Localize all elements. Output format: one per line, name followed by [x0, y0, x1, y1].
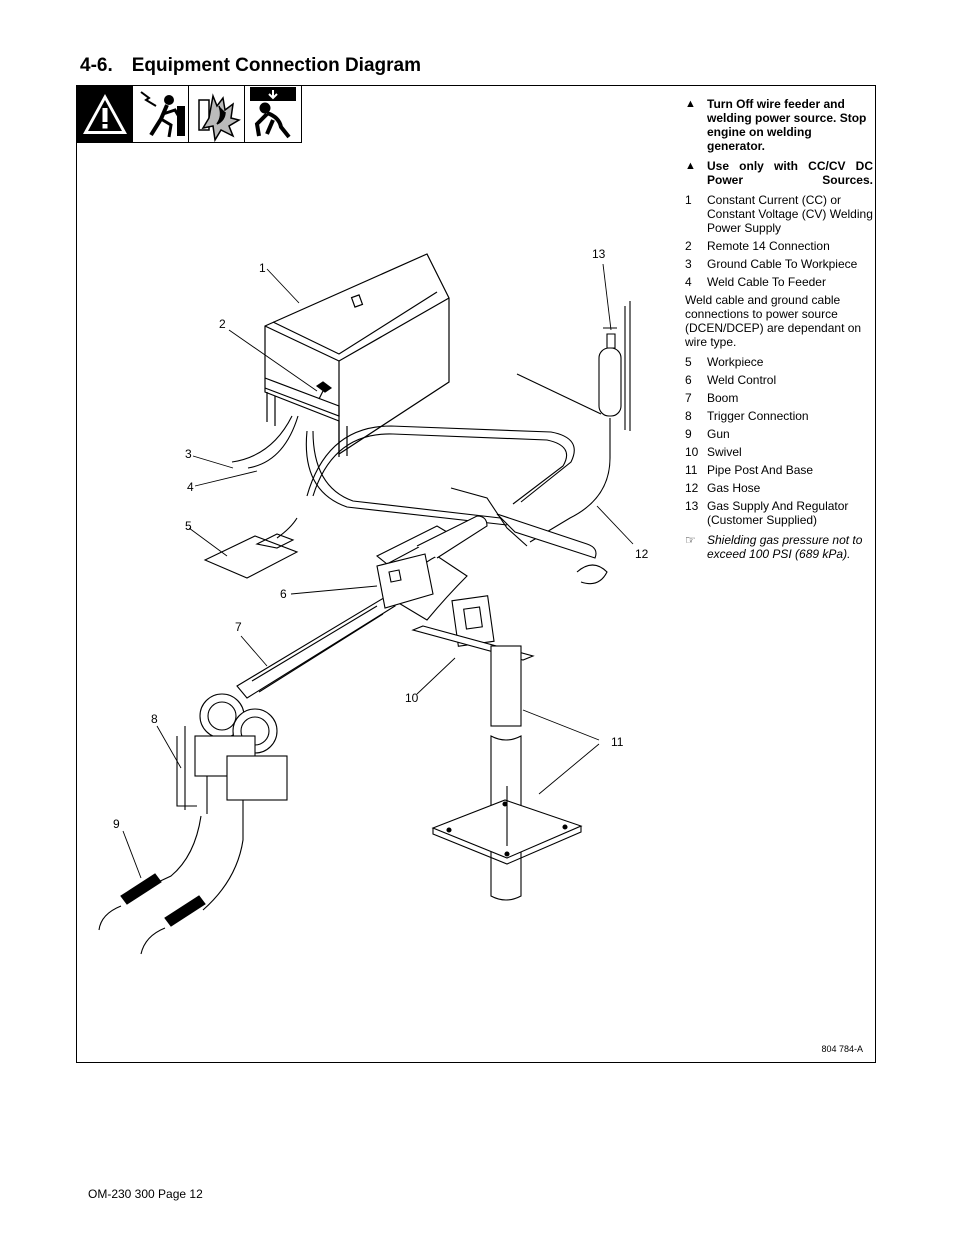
legend-item-8: 8 Trigger Connection	[685, 409, 809, 423]
legend-item-4: 4 Weld Cable To Feeder	[685, 275, 826, 289]
callout-12: 12	[635, 547, 649, 561]
legend-item-1: 1 Constant Current (CC) or Constant Voltage (CV) Welding Power Supply	[685, 193, 873, 235]
callout-7: 7	[235, 620, 242, 634]
cable-connection-note: Weld cable and ground cable connections to power source (DCEN/DCEP) are dependant on wire type.	[685, 293, 862, 349]
callout-10: 10	[405, 691, 419, 705]
callout-3: 3	[185, 447, 192, 461]
section-title: 4-6. Equipment Connection Diagram	[80, 55, 421, 76]
diagram-frame	[76, 85, 876, 1063]
legend-item-10: 10 Swivel	[685, 445, 742, 459]
legend-item-2: 2 Remote 14 Connection	[685, 239, 830, 253]
legend-item-9: 9 Gun	[685, 427, 730, 441]
callout-4: 4	[187, 480, 194, 494]
callout-2: 2	[219, 317, 226, 331]
caution-triangle-icon: ▲	[685, 98, 696, 110]
wire-feeders	[99, 694, 287, 954]
callout-6: 6	[280, 587, 287, 601]
legend-item-13: 13 Gas Supply And Regulator (Customer Supplied)	[685, 499, 849, 527]
legend-item-5: 5 Workpiece	[685, 355, 764, 369]
legend-item-7: 7 Boom	[685, 391, 739, 405]
callout-13: 13	[592, 247, 606, 261]
callout-11: 11	[611, 735, 624, 749]
callout-9: 9	[113, 817, 120, 831]
callout-1: 1	[259, 261, 266, 275]
caution-2: ▲ Use only with CC/CV DC Power Sources.	[685, 159, 873, 187]
workpiece	[205, 518, 297, 578]
legend-item-3: 3 Ground Cable To Workpiece	[685, 257, 858, 271]
power-supply	[265, 254, 449, 457]
pressure-hint: ☞ Shielding gas pressure not to exceed 100 PSI (689 kPa).	[685, 533, 863, 561]
pointing-hand-icon: ☞	[685, 533, 696, 547]
legend-item-12: 12 Gas Hose	[685, 481, 761, 495]
boom-assembly	[237, 514, 607, 698]
gas-cylinder	[517, 301, 630, 542]
pipe-post-and-base	[433, 646, 581, 900]
legend-item-6: 6 Weld Control	[685, 373, 777, 387]
callout-5: 5	[185, 519, 192, 533]
page-footer: OM-230 300 Page 12	[88, 1187, 203, 1201]
caution-triangle-icon: ▲	[685, 160, 696, 172]
legend	[685, 97, 873, 561]
legend-item-11: 11 Pipe Post And Base	[685, 463, 814, 477]
part-number: 804 784-A	[821, 1044, 863, 1054]
callout-8: 8	[151, 712, 158, 726]
caution-1: ▲ Turn Off wire feeder and welding power source. Stop engine on welding generator.	[685, 97, 867, 153]
